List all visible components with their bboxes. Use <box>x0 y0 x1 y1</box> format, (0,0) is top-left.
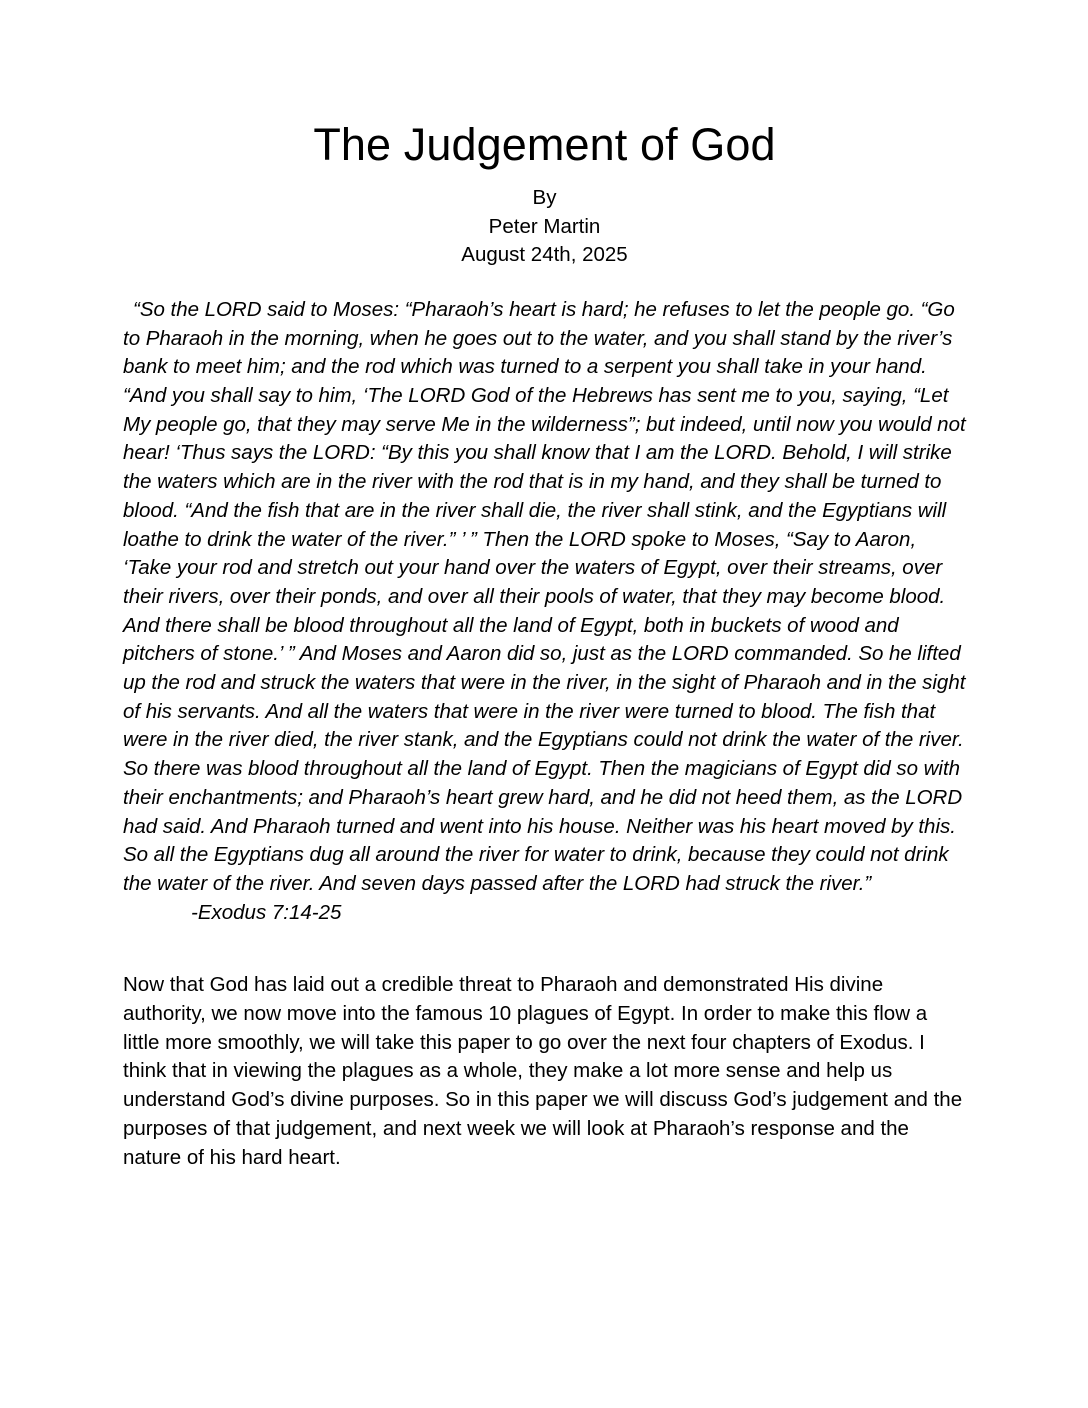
page-title: The Judgement of God <box>313 119 776 170</box>
byline-by-label: By <box>532 186 557 210</box>
body-paragraph: Now that God has laid out a credible threat to Pharaoh and demonstrated His divine authority, we now move into the famous 10 plagues of Egypt. In order to make this flow a little more smoothly, we will take this paper to go over the next four chapters of Exodus. I think that in viewing the plagues as a whole, they make a lot more sense and help us understand God’s divine purposes. So in this paper we will discuss God’s judgement and the purposes of that judgement, and next week we will look at Pharaoh’s response and the nature of his hard heart. <box>123 973 963 1169</box>
document-content-column <box>123 0 966 1172</box>
byline-author: Peter Martin <box>488 214 601 238</box>
scripture-citation: -Exodus 7:14-25 <box>191 900 342 924</box>
byline-block <box>123 184 966 270</box>
scripture-blockquote: “So the LORD said to Moses: “Pharaoh’s heart is hard; he refuses to let the people go. “Go to Pharaoh in the morning, when he goes out to the water, and you shall stand by the river’s bank to meet him; and the rod which was turned to a serpent you shall take in your hand. “And you shall say to him, ‘The LORD God of the Hebrews has sent me to you, saying, “Let My people go, that they may serve Me in the wilderness”; but indeed, until now you would not hear! ‘Thus says the LORD: “By this you shall know that I am the LORD. Behold, I will strike the waters which are in the river with the rod that is in my hand, and they shall be turned to blood. “And the fish that are in the river shall die, the river shall stink, and the Egyptians will loathe to drink the water of the river.” ’ ” Then the LORD spoke to Moses, “Say to Aaron, ‘Take your rod and stretch out your hand over the waters of Egypt, over their streams, over their rivers, over their ponds, and over all their pools of water, that they may become blood. And there shall be blood throughout all the land of Egypt, both in buckets of wood and pitchers of stone.’ ” And Moses and Aaron did so, just as the LORD commanded. So he lifted up the rod and struck the waters that were in the river, in the sight of Pharaoh and in the sight of his servants. And all the waters that were in the river were turned to blood. The fish that were in the river died, the river stank, and the Egyptians could not drink the water of the river. So there was blood throughout all the land of Egypt. Then the magicians of Egypt did so with their enchantments; and Pharaoh’s heart grew hard, and he did not heed them, as the LORD had said. And Pharaoh turned and went into his house. Neither was his heart moved by this. So all the Egyptians dug all around the river for water to drink, because they could not drink the water of the river. And seven days passed after the LORD had struck the river.” <box>123 297 966 895</box>
byline-date: August 24th, 2025 <box>461 243 628 267</box>
